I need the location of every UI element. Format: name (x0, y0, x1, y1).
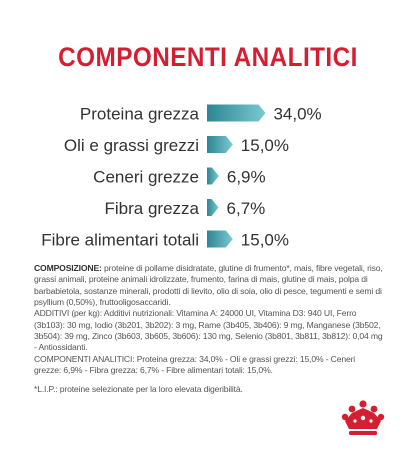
category-label: Fibra grezza (104, 199, 199, 218)
bar (207, 199, 219, 216)
value-label: 15,0% (240, 136, 290, 155)
category-label: Fibre alimentari totali (41, 230, 199, 250)
bar (207, 231, 233, 248)
composition-heading: COMPOSIZIONE: (34, 263, 102, 273)
composition-paragraph (34, 263, 384, 308)
crown-logo-icon (341, 398, 385, 440)
additives-text: ADDITIVI (per kg): Additivi nutrizionali: Vitamina A: 24000 UI, Vitamina D3: 940 UI, Ferro (3b103): 30 mg, Iodio (3b201, 3b202): 3 mg, Rame (3b405, 3b406): 9 mg, Manganese (3b502, 3b504): 39 mg, Zinco (3b603, 3b605, 3b606): 130 mg, Selenio (3b801, 3b811, 3b812): 0,04 mg - Antiossidanti. (34, 308, 383, 353)
value-label: 6,9% (226, 167, 266, 187)
footnote: *L.I.P.: proteine selezionate per la loro elevata digeribilità. (34, 384, 243, 395)
category-label: Ceneri grezze (93, 167, 199, 187)
category-label: Proteina grezza (79, 104, 199, 124)
chart-title: COMPONENTI ANALITICI (58, 42, 358, 72)
analytic-components-text: COMPONENTI ANALITICI: Proteina grezza: 34,0% - Oli e grassi grezzi: 15,0% - Ceneri grezze: 6,9% - Fibra grezza: 6,7% - Fibre alimentari totali: 15,0%. (34, 353, 356, 376)
category-label: Oli e grassi grezzi (63, 136, 199, 155)
bar (207, 168, 219, 185)
bar (207, 136, 233, 153)
value-label: 34,0% (273, 104, 322, 124)
value-label: 15,0% (240, 230, 290, 250)
value-label: 6,7% (226, 199, 266, 218)
nutrient-bar-chart (0, 96, 416, 256)
bar (207, 105, 265, 122)
composition-text: proteine di pollame disidratate, glutine di frumento*, mais, fibre vegetali, riso, grassi animali, proteine animali idrolizzate, frumento, farina di mais, glutine di mais, polpa di barbabietola, sostanze minerali, prodotti di lievito, olio di soia, olio di pesce, tegumenti e semi di psyllium (0,50%), fruttooligosaccaridi. (34, 263, 383, 308)
composition-block (34, 263, 384, 396)
